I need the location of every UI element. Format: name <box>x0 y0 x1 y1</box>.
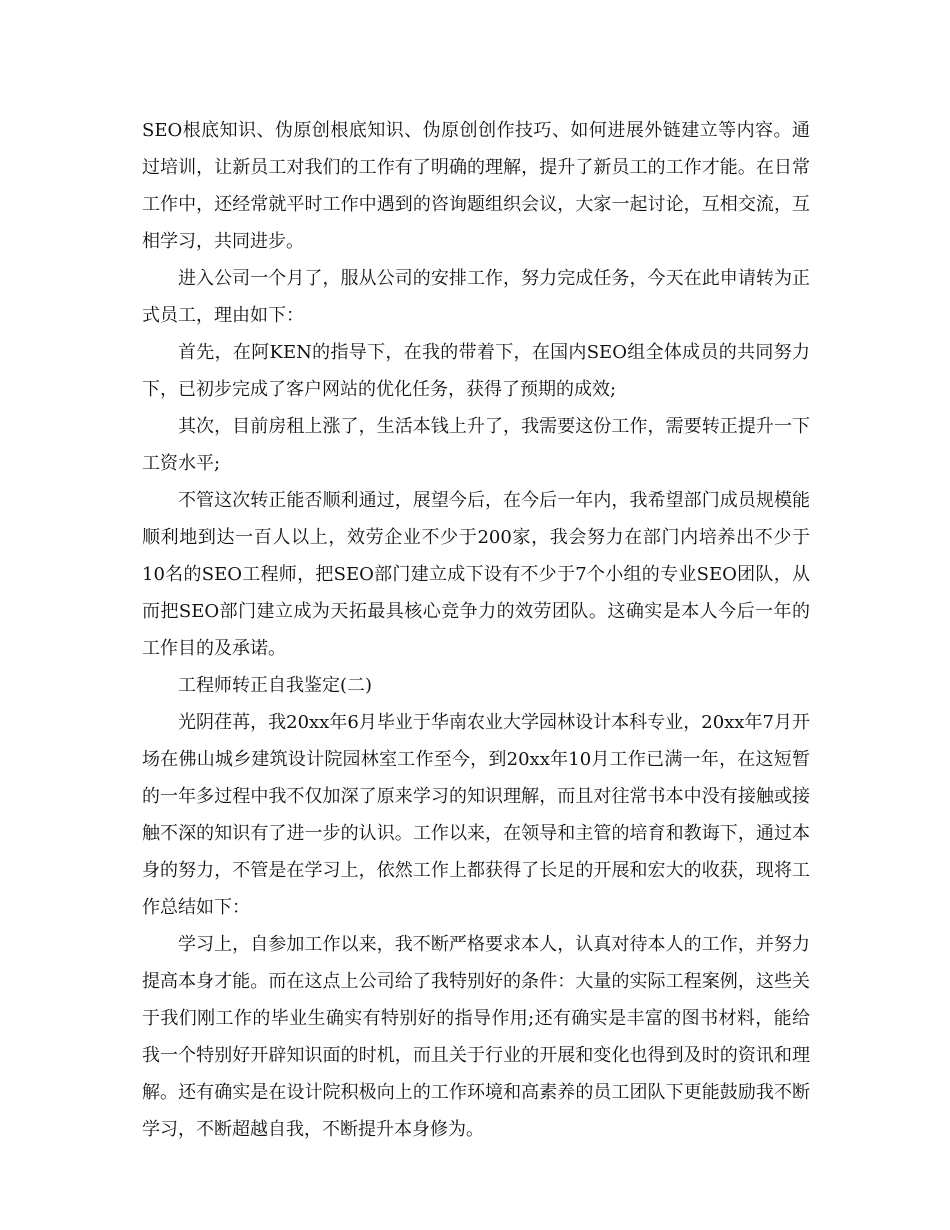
paragraph-seo-training: SEO根底知识、伪原创根底知识、伪原创创作技巧、如何进展外链建立等内容。通过培训，让新员工对我们的工作有了明确的理解，提升了新员工的工作才能。在日常工作中，还经常就平时工作中遇到的咨询题组织会议，大家一起讨论，互相交流，互相学习，共同进步。 <box>142 120 810 252</box>
paragraph-study: 学习上，自参加工作以来，我不断严格要求本人，认真对待本人的工作，并努力提高本身才能。而在这点上公司给了我特别好的条件：大量的实际工程案例，这些关于我们刚工作的毕业生确实有特别好的指导作用;还有确实是丰富的图书材料，能给我一个特别好开辟知识面的时机，而且关于行业的开展和变化也得到及时的资讯和理解。还有确实是在设计院积极向上的工作环境和高素养的员工团队下更能鼓励我不断学习，不断超越自我，不断提升本身修为。 <box>142 934 810 1140</box>
paragraph-future-goals: 不管这次转正能否顺利通过，展望今后，在今后一年内，我希望部门成员规模能顺利地到达一百人以上，效劳企业不少于200家，我会努力在部门内培养出不少于10名的SEO工程师，把SEO部门建立成下设有不少于7个小组的专业SEO团队，从而把SEO部门建立成为天拓最具核心竞争力的效劳团队。这确实是本人今后一年的工作目的及承诺。 <box>142 490 810 659</box>
paragraph-promotion-request: 进入公司一个月了，服从公司的安排工作，努力完成任务，今天在此申请转为正式员工，理由如下： <box>142 268 810 326</box>
paragraph-reason-second: 其次，目前房租上涨了，生活本钱上升了，我需要这份工作，需要转正提升一下工资水平; <box>142 416 810 474</box>
document-body <box>142 112 810 1148</box>
paragraph-work-summary-intro: 光阴荏苒，我20xx年6月毕业于华南农业大学园林设计本科专业，20xx年7月开场在佛山城乡建筑设计院园林室工作至今，到20xx年10月工作已满一年，在这短暂的一年多过程中我不仅加深了原来学习的知识理解，而且对往常书本中没有接触或接触不深的知识有了进一步的认识。工作以来，在领导和主管的培育和教诲下，通过本身的努力，不管是在学习上，依然工作上都获得了长足的开展和宏大的收获，现将工作总结如下： <box>142 712 810 918</box>
section-heading: 工程师转正自我鉴定(二) <box>178 675 373 696</box>
paragraph-reason-first: 首先，在阿KEN的指导下，在我的带着下，在国内SEO组全体成员的共同努力下，已初步完成了客户网站的优化任务，获得了预期的成效; <box>142 342 810 400</box>
